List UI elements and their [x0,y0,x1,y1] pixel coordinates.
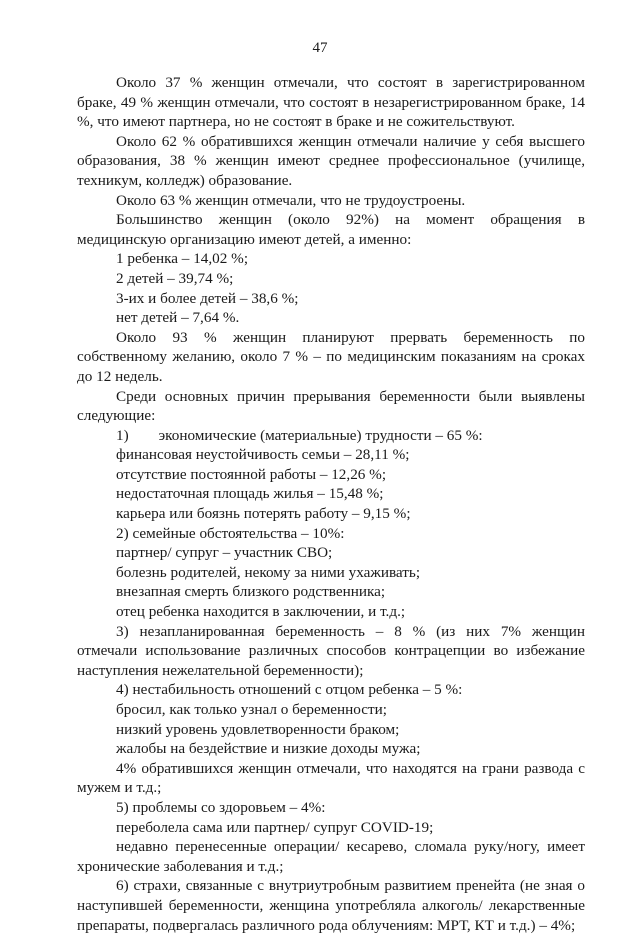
list-item: отец ребенка находится в заключении, и т.д.; [116,603,406,621]
list-item: партнер/ супруг – участник СВО; [116,544,333,562]
list-item: карьера или боязнь потерять работу – 9,15 %; [116,505,411,523]
list-item: финансовая неустойчивость семьи – 28,11 %; [116,446,410,464]
paragraph-reasons-intro: Среди основных причин прерывания беременности были выявлены следующие: [77,387,585,425]
page-number: 47 [312,40,328,56]
paragraph-termination-intent: Около 93 % женщин планируют прервать беременность по собственному желанию, около 7 % – по медицинским показаниям на сроках до 12 недель. [77,328,585,385]
document-body [77,73,585,935]
paragraph-education: Около 62 % обратившихся женщин отмечали наличие у себя высшего образования, 38 % женщин имеют среднее профессиональное (училище, техникум, колледж) образование. [77,132,585,189]
list-item-relationship: 4) нестабильность отношений с отцом ребенка – 5 %: [116,681,463,699]
list-item: 1 ребенка – 14,02 %; [116,250,249,268]
list-item: болезнь родителей, некому за ними ухаживать; [116,563,421,581]
list-item: жалобы на бездействие и низкие доходы мужа; [116,740,421,758]
list-item-fears: 6) страхи, связанные с внутриутробным развитием пренейта (не зная о наступившей беременности, женщина употребляла алкоголь/ лекарственные препараты, подвергалась различного рода облучениям: МРТ, КТ и т.д.) – 4%; [77,877,585,934]
paragraph-employment: Около 63 % женщин отмечали, что не трудоустроены. [116,191,466,209]
list-item: нет детей – 7,64 %. [116,309,240,327]
paragraph-children-intro: Большинство женщин (около 92%) на момент обращения в медицинскую организацию имеют детей, а именно: [77,211,585,248]
list-item: недостаточная площадь жилья – 15,48 %; [116,485,384,503]
list-item: низкий уровень удовлетворенности браком; [116,720,400,738]
list-item-unplanned: 3) незапланированная беременность – 8 % (из них 7% женщин отмечали использование различных способов контрацепции во избежание наступления нежелательной беременности); [77,622,585,679]
list-item-economic [77,426,585,446]
list-item-health: 5) проблемы со здоровьем – 4%: [116,798,326,816]
list-item-family: 2) семейные обстоятельства – 10%: [116,524,345,542]
list-item: бросил, как только узнал о беременности; [116,701,388,718]
list-item: отсутствие постоянной работы – 12,26 %; [116,465,387,483]
list-marker: 1) [116,426,129,444]
list-item: 4% обратившихся женщин отмечали, что находятся на грани развода с мужем и т.д.; [77,759,585,797]
list-item-text: экономические (материальные) трудности – 65 %: [158,426,483,444]
list-item: переболела сама или партнер/ супруг COVID-19; [116,818,434,836]
list-item: внезапная смерть близкого родственника; [116,583,386,601]
list-item: недавно перенесенные операции/ кесарево, сломала руку/ногу, имеет хронические заболевания и т.д.; [77,838,585,875]
list-item: 2 детей – 39,74 %; [116,269,234,287]
paragraph-marital-status: Около 37 % женщин отмечали, что состоят в зарегистрированном браке, 49 % женщин отмечали, что состоят в незарегистрированном браке, 14 %, что имеют партнера, но не состоят в браке и не сожительствуют. [77,74,585,131]
list-item: 3-их и более детей – 38,6 %; [116,289,299,307]
